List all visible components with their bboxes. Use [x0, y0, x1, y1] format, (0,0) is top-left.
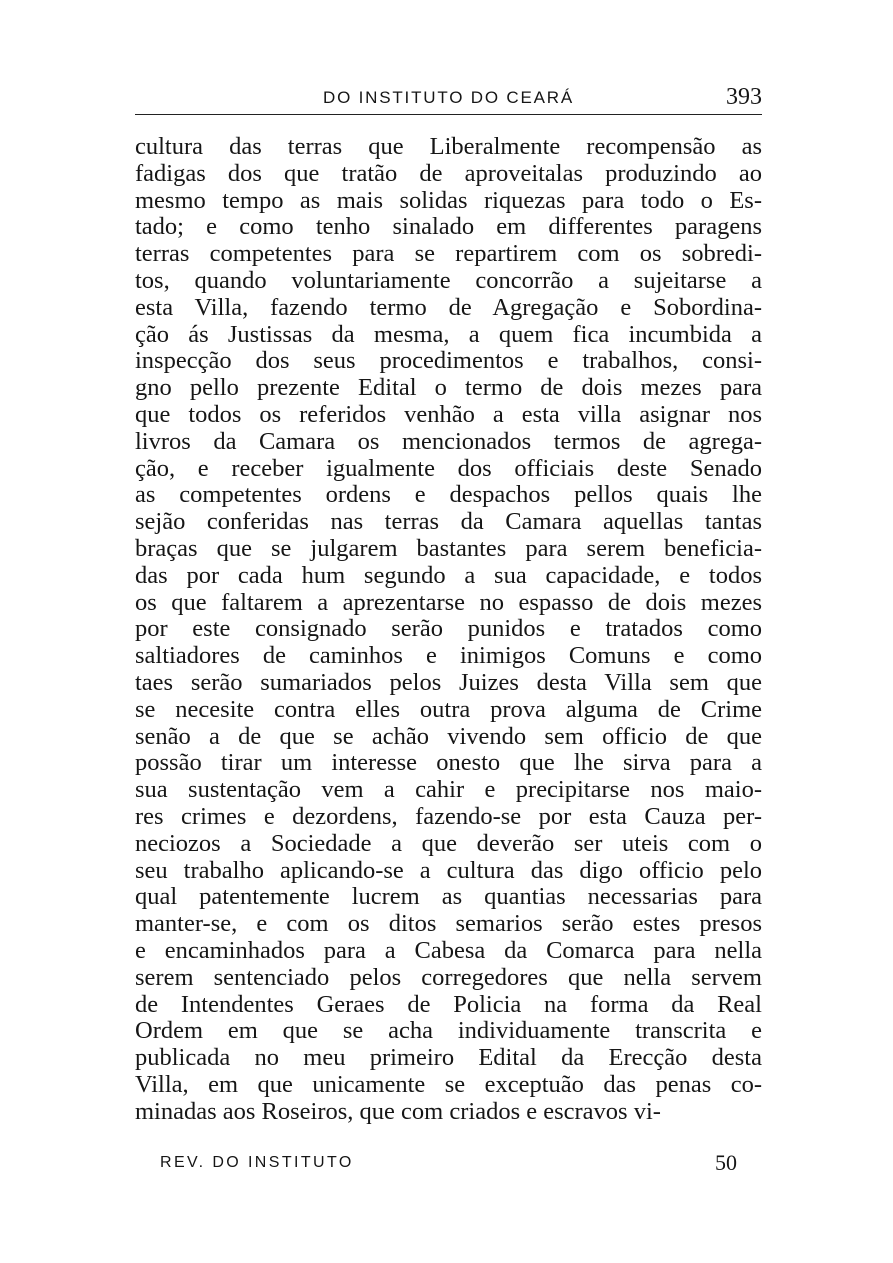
text-line: sejão conferidas nas terras da Camara aquellas tantas — [135, 508, 762, 536]
text-line: sua sustentação vem a cahir e precipitarse nos maio- — [135, 776, 762, 804]
text-line: neciozos a Sociedade a que deverão ser uteis com o — [135, 829, 762, 857]
text-line: tos, quando voluntariamente concorrão a sujeitarse a — [135, 266, 762, 294]
text-line: terras competentes para se repartirem com os sobredi- — [135, 240, 762, 268]
text-line: ção ás Justissas da mesma, a quem fica incumbida a — [135, 320, 762, 348]
text-line: publicada no meu primeiro Edital da Erecção desta — [135, 1044, 762, 1072]
body-text — [135, 134, 762, 1125]
text-line: livros da Camara os mencionados termos de agrega- — [135, 427, 762, 455]
text-line: mesmo tempo as mais solidas riquezas para todo o Es- — [135, 186, 762, 214]
signature-footer — [160, 1152, 737, 1182]
text-line: de Intendentes Geraes de Policia na forma da Real — [135, 990, 762, 1018]
text-line: res crimes e dezordens, fazendo-se por esta Cauza per- — [135, 802, 762, 830]
text-line: braças que se julgarem bastantes para serem beneficia- — [135, 534, 762, 562]
text-line: serem sentenciado pelos corregedores que nella servem — [135, 963, 762, 991]
page-number: 393 — [726, 84, 762, 110]
text-line: das por cada hum segundo a sua capacidade, e todos — [135, 561, 762, 589]
text-line: qual patentemente lucrem as quantias necessarias para — [135, 883, 762, 911]
running-head — [135, 86, 762, 115]
text-line: cultura das terras que Liberalmente recompensão as — [135, 133, 762, 160]
text-line: inspecção dos seus procedimentos e trabalhos, consi- — [135, 347, 762, 375]
text-line: que todos os referidos venhão a esta villa asignar nos — [135, 400, 762, 428]
footer-journal-title: REV. DO INSTITUTO — [160, 1154, 354, 1171]
running-head-title: DO INSTITUTO DO CEARÁ — [323, 88, 574, 107]
text-line: por este consignado serão punidos e tratados como — [135, 615, 762, 643]
text-line: as competentes ordens e despachos pellos quais lhe — [135, 481, 762, 509]
signature-number: 50 — [715, 1150, 737, 1175]
text-line: se necesite contra elles outra prova alguma de Crime — [135, 695, 762, 723]
text-line: fadigas dos que tratão de aproveitalas produzindo ao — [135, 159, 762, 187]
text-line: tado; e como tenho sinalado em differentes paragens — [135, 213, 762, 241]
text-line: e encaminhados para a Cabesa da Comarca para nella — [135, 936, 762, 964]
text-line: saltiadores de caminhos e inimigos Comuns e como — [135, 642, 762, 670]
text-line: senão a de que se achão vivendo sem officio de que — [135, 722, 762, 750]
text-line: os que faltarem a aprezentarse no espasso de dois mezes — [135, 588, 762, 616]
text-line: seu trabalho aplicando-se a cultura das digo officio pelo — [135, 856, 762, 884]
text-line: Villa, em que unicamente se exceptuão das penas co- — [135, 1070, 762, 1098]
text-line: taes serão sumariados pelos Juizes desta Villa sem que — [135, 668, 762, 696]
text-line: gno pello prezente Edital o termo de dois mezes para — [135, 374, 762, 402]
text-line: minadas aos Roseiros, que com criados e escravos vi- — [135, 1097, 661, 1125]
text-line: ção, e receber igualmente dos officiais deste Senado — [135, 454, 762, 482]
text-line: possão tirar um interesse onesto que lhe sirva para a — [135, 749, 762, 777]
text-line: Ordem em que se acha individuamente transcrita e — [135, 1017, 762, 1045]
text-line: manter-se, e com os ditos semarios serão estes presos — [135, 910, 762, 938]
text-line: esta Villa, fazendo termo de Agregação e Sobordina- — [135, 293, 762, 321]
